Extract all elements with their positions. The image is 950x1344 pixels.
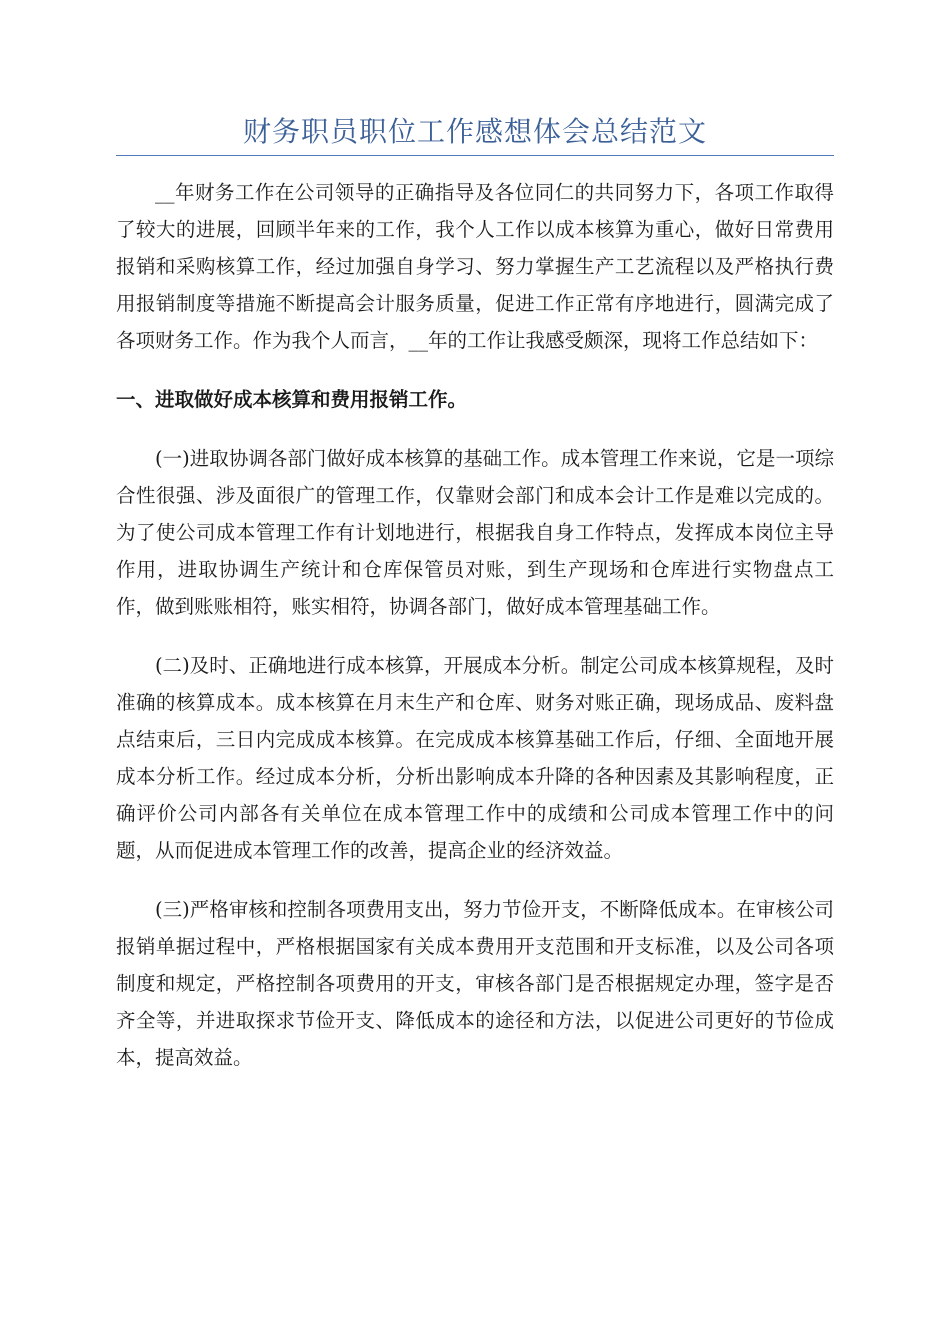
title-underline-divider bbox=[116, 155, 834, 156]
document-body bbox=[116, 174, 834, 1098]
paragraph-3: (三)严格审核和控制各项费用支出，努力节俭开支，不断降低成本。在审核公司报销单据过程中，严格根据国家有关成本费用开支范围和开支标准，以及公司各项制度和规定，严格控制各项费用的开支，审核各部门是否根据规定办理，签字是否齐全等，并进取探求节俭开支、降低成本的途径和方法，以促进公司更好的节俭成本，提高效益。 bbox=[116, 898, 834, 1069]
section-heading-1: 一、进取做好成本核算和费用报销工作。 bbox=[116, 388, 468, 411]
paragraph-1: (一)进取协调各部门做好成本核算的基础工作。成本管理工作来说，它是一项综合性很强、涉及面很广的管理工作，仅靠财会部门和成本会计工作是难以完成的。为了使公司成本管理工作有计划地进行，根据我自身工作特点，发挥成本岗位主导作用，进取协调生产统计和仓库保管员对账，到生产现场和仓库进行实物盘点工作，做到账账相符，账实相符，协调各部门，做好成本管理基础工作。 bbox=[116, 447, 834, 618]
intro-paragraph: __年财务工作在公司领导的正确指导及各位同仁的共同努力下，各项工作取得了较大的进展，回顾半年来的工作，我个人工作以成本核算为重心，做好日常费用报销和采购核算工作，经过加强自身学习、努力掌握生产工艺流程以及严格执行费用报销制度等措施不断提高会计服务质量，促进工作正常有序地进行，圆满完成了各项财务工作。作为我个人而言，__年的工作让我感受颇深，现将工作总结如下： bbox=[116, 181, 834, 352]
paragraph-2: (二)及时、正确地进行成本核算，开展成本分析。制定公司成本核算规程，及时准确的核算成本。成本核算在月末生产和仓库、财务对账正确，现场成品、废料盘点结束后，三日内完成成本核算。在完成成本核算基础工作后，仔细、全面地开展成本分析工作。经过成本分析，分析出影响成本升降的各种因素及其影响程度，正确评价公司内部各有关单位在成本管理工作中的成绩和公司成本管理工作中的问题，从而促进成本管理工作的改善，提高企业的经济效益。 bbox=[116, 654, 834, 862]
document-title: 财务职员职位工作感想体会总结范文 bbox=[242, 115, 707, 148]
